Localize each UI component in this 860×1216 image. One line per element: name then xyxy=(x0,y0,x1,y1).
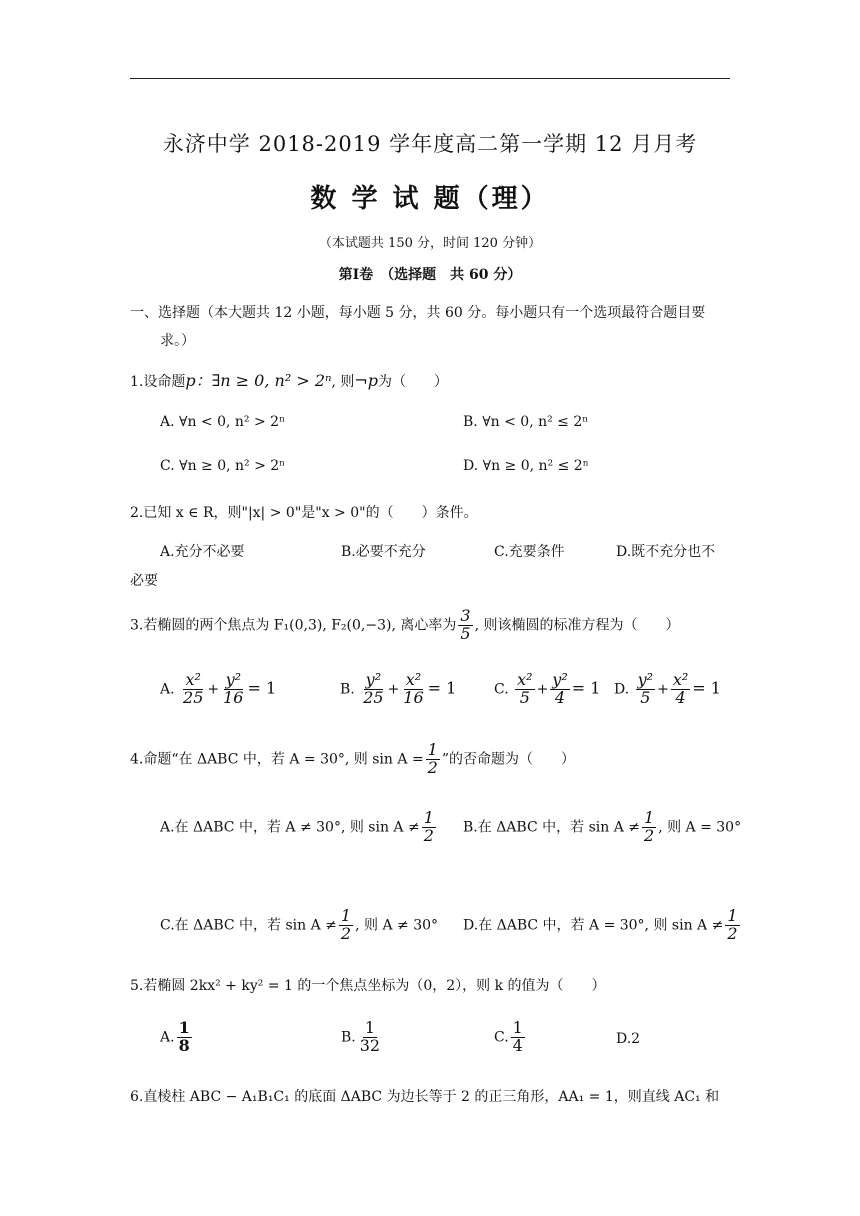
question-1-option-d: D. ∀n ≥ 0, n² ≤ 2ⁿ xyxy=(463,458,589,474)
question-1-option-a: A. ∀n < 0, n² > 2ⁿ xyxy=(160,414,286,430)
question-3-option-a: A. $\frac{\text{x²}}{25}$ + $\frac{\text{y²}}{16}$ = 1 xyxy=(160,670,277,707)
part-heading: 第Ⅰ卷 （选择题 共 60 分） xyxy=(338,267,522,283)
question-2-option-d: D.既不充分也不 xyxy=(616,544,716,560)
question-2-option-b: B.必要不充分 xyxy=(341,544,426,560)
exam-note: （本试题共 150 分，时间 120 分钟） xyxy=(318,236,542,251)
question-2-stem: 2.已知 x ∈ R，则"|x| > 0"是"x > 0"的（ ）条件。 xyxy=(130,505,478,521)
question-2-option-a: A.充分不必要 xyxy=(160,544,245,560)
question-3-stem: 3.若椭圆的两个焦点为 F₁(0,3), F₂(0,−3), 离心率为 $\frac{3}{5}$ , 则该椭圆的标准方程为（ ） xyxy=(130,606,680,643)
question-5-option-d: D.2 xyxy=(616,1031,641,1047)
question-5-option-c: C. $\frac{1}{4}$ xyxy=(494,1018,523,1055)
question-5-stem: 5.若椭圆 2kx² + ky² = 1 的一个焦点坐标为（0，2），则 k 的值为（ ） xyxy=(130,978,606,994)
question-4-option-b: B.在 ΔABC 中，若 sin A ≠ $\frac{1}{2}$ , 则 A = 30° xyxy=(463,808,742,845)
question-3-option-c: C. $\frac{\text{x²}}{5}$ + $\frac{\text{y²}}{4}$ = 1 xyxy=(494,670,601,707)
section-heading-line2: 求。） xyxy=(160,333,195,349)
question-4-stem: 4.命题“在 ΔABC 中，若 A = 30°, 则 sin A = $\frac{1}{2}$ ”的否命题为（ ） xyxy=(130,740,576,777)
question-4-option-d: D.在 ΔABC 中，若 A = 30°, 则 sin A ≠ $\frac{1}{2}$ xyxy=(463,906,738,943)
question-3-option-b: B. $\frac{\text{y²}}{25}$ + $\frac{\text{x²}}{16}$ = 1 xyxy=(340,670,457,707)
question-5-option-b: B. $\frac{1}{32}$ xyxy=(341,1018,381,1055)
question-4-option-a: A.在 ΔABC 中，若 A ≠ 30°, 则 sin A ≠ $\frac{1}{2}$ xyxy=(160,808,434,845)
question-3-option-d: D. $\frac{\text{y²}}{5}$ + $\frac{\text{x²}}{4}$ = 1 xyxy=(614,670,721,707)
top-rule xyxy=(130,78,730,79)
exam-title: 永济中学 2018-2019 学年度高二第一学期 12 月月考 xyxy=(162,132,698,156)
section-heading-line1: 一、选择题（本大题共 12 小题，每小题 5 分，共 60 分。每小题只有一个选项最符合题目要 xyxy=(130,305,706,321)
question-1-stem: 1.设命题p：∃n ≥ 0, n² > 2ⁿ, 则¬p为（ ） xyxy=(130,371,449,390)
question-2-option-d-cont: 必要 xyxy=(130,573,158,589)
question-2-option-c: C.充要条件 xyxy=(494,544,565,560)
exam-subtitle: 数 学 试 题（理） xyxy=(310,184,550,214)
question-6-stem: 6.直棱柱 ABC − A₁B₁C₁ 的底面 ΔABC 为边长等于 2 的正三角形，AA₁ = 1，则直线 AC₁ 和 xyxy=(130,1089,720,1105)
question-4-option-c: C.在 ΔABC 中，若 sin A ≠ $\frac{1}{2}$ , 则 A ≠ 30° xyxy=(160,906,439,943)
question-1-option-c: C. ∀n ≥ 0, n² > 2ⁿ xyxy=(160,458,286,474)
question-1-option-b: B. ∀n < 0, n² ≤ 2ⁿ xyxy=(463,414,589,430)
question-5-option-a: A. $\frac{1}{8}$ xyxy=(160,1018,190,1055)
